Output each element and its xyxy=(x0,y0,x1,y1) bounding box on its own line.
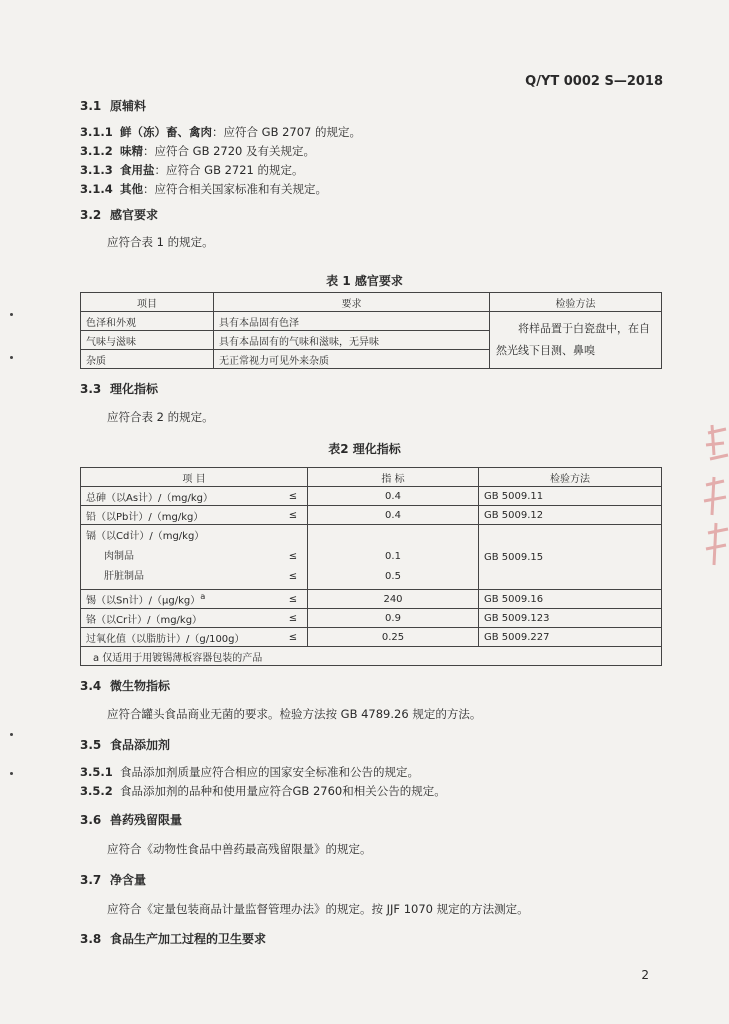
section-3-7-body: 应符合《定量包装商品计量监督管理办法》的规定。按 JJF 1070 规定的方法测定。 xyxy=(107,902,529,916)
table-cell-symbol: ≤ xyxy=(279,487,308,506)
section-title: 食品生产加工过程的卫生要求 xyxy=(110,932,267,946)
table-header: 项目 xyxy=(81,293,214,312)
table-cell: 气味与滋味 xyxy=(81,331,214,350)
clause-3-5-1 xyxy=(80,764,419,780)
table-cell-method: GB 5009.227 xyxy=(479,628,662,647)
section-title: 微生物指标 xyxy=(110,679,171,693)
table-header: 要求 xyxy=(214,293,490,312)
table-header: 项 目 xyxy=(81,468,308,487)
cd-sub-symbol: ≤ xyxy=(288,551,298,562)
table-row xyxy=(81,506,662,525)
section-3-5-heading xyxy=(80,736,170,753)
section-number: 3.7 xyxy=(80,873,102,887)
page-number: 2 xyxy=(641,968,649,982)
section-number: 3.6 xyxy=(80,813,102,827)
table-cell-method: GB 5009.123 xyxy=(479,609,662,628)
section-number: 3.5 xyxy=(80,738,102,752)
clause-number: 3.5.2 xyxy=(80,784,113,798)
table-1-sensory xyxy=(80,292,662,369)
table-1-caption: 表 1 感官要求 xyxy=(326,274,403,288)
document-code: Q/YT 0002 S—2018 xyxy=(525,74,663,89)
red-seal-stamp-fragment xyxy=(700,415,729,575)
section-3-7-heading xyxy=(80,871,146,888)
table-cell-value: 0.25 xyxy=(308,628,479,647)
table-cell-item: 总砷（以As计）/（mg/kg） xyxy=(81,487,280,506)
section-3-6-heading xyxy=(80,811,182,828)
table-cell: 杂质 xyxy=(81,350,214,369)
table-row xyxy=(81,609,662,628)
clause-number: 3.1.1 xyxy=(80,125,113,139)
clause-3-1-2 xyxy=(80,143,315,159)
method-line: 将样品置于白瓷盘中，在自 xyxy=(518,322,650,335)
section-number: 3.3 xyxy=(80,382,102,396)
table-row xyxy=(81,312,662,331)
table-cell: 具有本品固有色泽 xyxy=(214,312,490,331)
section-3-1-heading xyxy=(80,97,146,114)
table-cell-item: 铬（以Cr计）/（mg/kg） xyxy=(81,609,280,628)
table-header: 检验方法 xyxy=(479,468,662,487)
clause-3-1-3 xyxy=(80,162,304,178)
table-cell-item: 过氧化值（以脂肪计）/（g/100g） xyxy=(81,628,280,647)
section-title: 兽药残留限量 xyxy=(110,813,183,827)
clause-text: ：应符合 GB 2707 的规定。 xyxy=(212,125,362,139)
table-cell-method: GB 5009.11 xyxy=(479,487,662,506)
section-number: 3.8 xyxy=(80,932,102,946)
clause-label: 其他 xyxy=(120,182,143,196)
clause-3-5-2 xyxy=(80,783,446,799)
table-cell-value: 240 xyxy=(308,590,479,609)
table-cell-symbol xyxy=(279,525,308,590)
table-2-physicochemical xyxy=(80,467,662,666)
clause-text: 食品添加剂的品种和使用量应符合GB 2760和相关公告的规定。 xyxy=(120,784,446,798)
table-header: 检验方法 xyxy=(490,293,662,312)
section-3-3-body: 应符合表 2 的规定。 xyxy=(107,410,214,424)
binding-hole-mark xyxy=(10,356,13,359)
section-3-4-heading xyxy=(80,677,170,694)
table-cell-symbol: ≤ xyxy=(279,506,308,525)
section-title: 净含量 xyxy=(110,873,147,887)
clause-text: 食品添加剂质量应符合相应的国家安全标准和公告的规定。 xyxy=(120,765,419,779)
table-cell-method: GB 5009.15 xyxy=(479,525,662,590)
table-cell-symbol: ≤ xyxy=(279,609,308,628)
table-cell: 具有本品固有的气味和滋味，无异味 xyxy=(214,331,490,350)
section-title: 理化指标 xyxy=(110,382,159,396)
table-cell-symbol: ≤ xyxy=(279,628,308,647)
cd-item-label: 镉（以Cd计）/（mg/kg） xyxy=(86,531,205,542)
section-3-2-body: 应符合表 1 的规定。 xyxy=(107,235,214,249)
clause-text: ：应符合 GB 2721 的规定。 xyxy=(154,163,304,177)
section-title: 原辅料 xyxy=(110,99,147,113)
clause-label: 食用盐 xyxy=(120,163,155,177)
section-3-6-body: 应符合《动物性食品中兽药最高残留限量》的规定。 xyxy=(107,842,372,856)
clause-number: 3.5.1 xyxy=(80,765,113,779)
clause-text: ：应符合相关国家标准和有关规定。 xyxy=(143,182,327,196)
clause-text: ：应符合 GB 2720 及有关规定。 xyxy=(143,144,316,158)
binding-hole-mark xyxy=(10,733,13,736)
clause-number: 3.1.2 xyxy=(80,144,113,158)
section-title: 感官要求 xyxy=(110,208,159,222)
table-header: 指 标 xyxy=(308,468,479,487)
clause-number: 3.1.4 xyxy=(80,182,113,196)
table-cell-method xyxy=(490,312,662,369)
cd-sub-value: 0.1 xyxy=(385,551,401,562)
table-cell-method: GB 5009.16 xyxy=(479,590,662,609)
table-cell-item xyxy=(81,525,280,590)
footnote-mark: a xyxy=(200,591,206,602)
table-row xyxy=(81,628,662,647)
table-footnote-row xyxy=(81,647,662,666)
table-row xyxy=(81,487,662,506)
clause-3-1-4 xyxy=(80,181,327,197)
table-cell-value xyxy=(308,525,479,590)
method-line: 然光线下目测、鼻嗅 xyxy=(496,344,595,357)
table-cell: 色泽和外观 xyxy=(81,312,214,331)
item-label: 锡（以Sn计）/（μg/kg） xyxy=(86,595,201,607)
section-title: 食品添加剂 xyxy=(110,738,171,752)
table-cell-method: GB 5009.12 xyxy=(479,506,662,525)
table-2-caption: 表2 理化指标 xyxy=(328,442,401,456)
section-3-2-heading xyxy=(80,206,158,223)
table-footnote: a 仅适用于用镀锡薄板容器包装的产品 xyxy=(81,647,662,666)
cd-sub-item: 肝脏制品 xyxy=(104,571,144,582)
table-cell-item xyxy=(81,590,280,609)
table-cell-symbol: ≤ xyxy=(279,590,308,609)
table-cell-value: 0.4 xyxy=(308,506,479,525)
binding-hole-mark xyxy=(10,313,13,316)
table-row xyxy=(81,590,662,609)
binding-hole-mark xyxy=(10,772,13,775)
section-3-3-heading xyxy=(80,380,158,397)
clause-3-1-1 xyxy=(80,124,361,140)
section-3-4-body: 应符合罐头食品商业无菌的要求。检验方法按 GB 4789.26 规定的方法。 xyxy=(107,707,482,721)
cd-sub-item: 肉制品 xyxy=(104,551,134,562)
clause-label: 味精 xyxy=(120,144,143,158)
table-row xyxy=(81,525,662,590)
section-number: 3.2 xyxy=(80,208,102,222)
section-3-8-heading xyxy=(80,930,266,947)
table-cell-item: 铅（以Pb计）/（mg/kg） xyxy=(81,506,280,525)
section-number: 3.4 xyxy=(80,679,102,693)
section-number: 3.1 xyxy=(80,99,102,113)
clause-label: 鲜（冻）畜、禽肉 xyxy=(120,125,212,139)
table-cell-value: 0.9 xyxy=(308,609,479,628)
cd-sub-value: 0.5 xyxy=(385,571,401,582)
table-cell-value: 0.4 xyxy=(308,487,479,506)
table-cell: 无正常视力可见外来杂质 xyxy=(214,350,490,369)
cd-sub-symbol: ≤ xyxy=(288,571,298,582)
clause-number: 3.1.3 xyxy=(80,163,113,177)
